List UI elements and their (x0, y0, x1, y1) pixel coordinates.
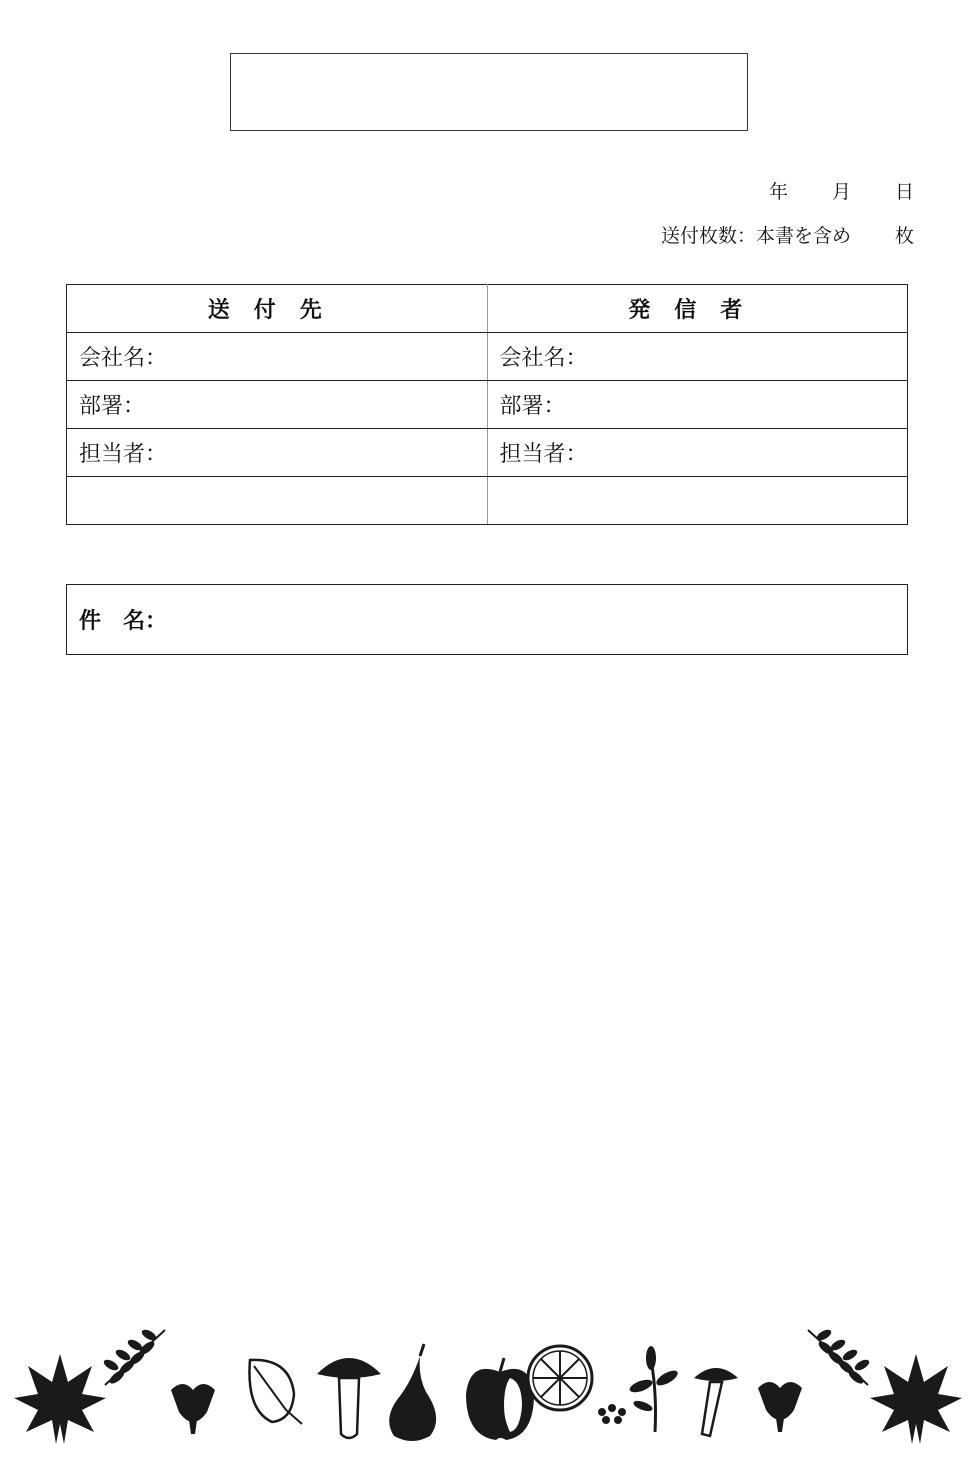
table-row (67, 477, 908, 525)
mushroom-icon (317, 1358, 381, 1438)
year-label: 年 (768, 181, 788, 203)
maple-leaf-icon (870, 1354, 962, 1444)
table-row (67, 381, 908, 429)
sender-extra[interactable] (487, 477, 908, 525)
leaf-branch-icon (102, 1328, 165, 1386)
orange-slice-icon (528, 1346, 592, 1410)
acorn-icon (171, 1384, 215, 1434)
sprig-icon (628, 1346, 680, 1432)
fax-title-box (230, 53, 748, 131)
sender-person[interactable]: 担当者： (487, 429, 908, 477)
recipient-department[interactable]: 部署： (67, 381, 488, 429)
table-row (67, 429, 908, 477)
page-count-unit: 枚 (894, 225, 914, 247)
acorn-icon (758, 1382, 802, 1432)
address-table (66, 284, 908, 525)
subject-box[interactable] (66, 584, 908, 655)
sender-header: 発信者 (487, 285, 908, 333)
sender-department[interactable]: 部署： (487, 381, 908, 429)
day-label: 日 (894, 181, 914, 203)
recipient-header: 送付先 (67, 285, 488, 333)
month-label: 月 (831, 181, 851, 203)
autumn-illustration-border (0, 1320, 976, 1450)
maple-leaf-icon (14, 1354, 106, 1444)
small-mushroom-icon (694, 1368, 738, 1436)
leaf-branch-icon (808, 1328, 871, 1386)
recipient-person[interactable]: 担当者： (67, 429, 488, 477)
page-count-label: 送付枚数：本書を含め (660, 225, 851, 247)
leaf-outline-icon (249, 1360, 302, 1424)
apple-icon (466, 1358, 534, 1440)
sender-company[interactable]: 会社名： (487, 333, 908, 381)
recipient-extra[interactable] (67, 477, 488, 525)
berries-icon (598, 1404, 626, 1424)
date-line (769, 177, 914, 204)
subject-label: 件 名： (79, 609, 168, 634)
pear-icon (389, 1344, 436, 1441)
page-count-line (661, 221, 914, 248)
recipient-company[interactable]: 会社名： (67, 333, 488, 381)
table-row (67, 333, 908, 381)
